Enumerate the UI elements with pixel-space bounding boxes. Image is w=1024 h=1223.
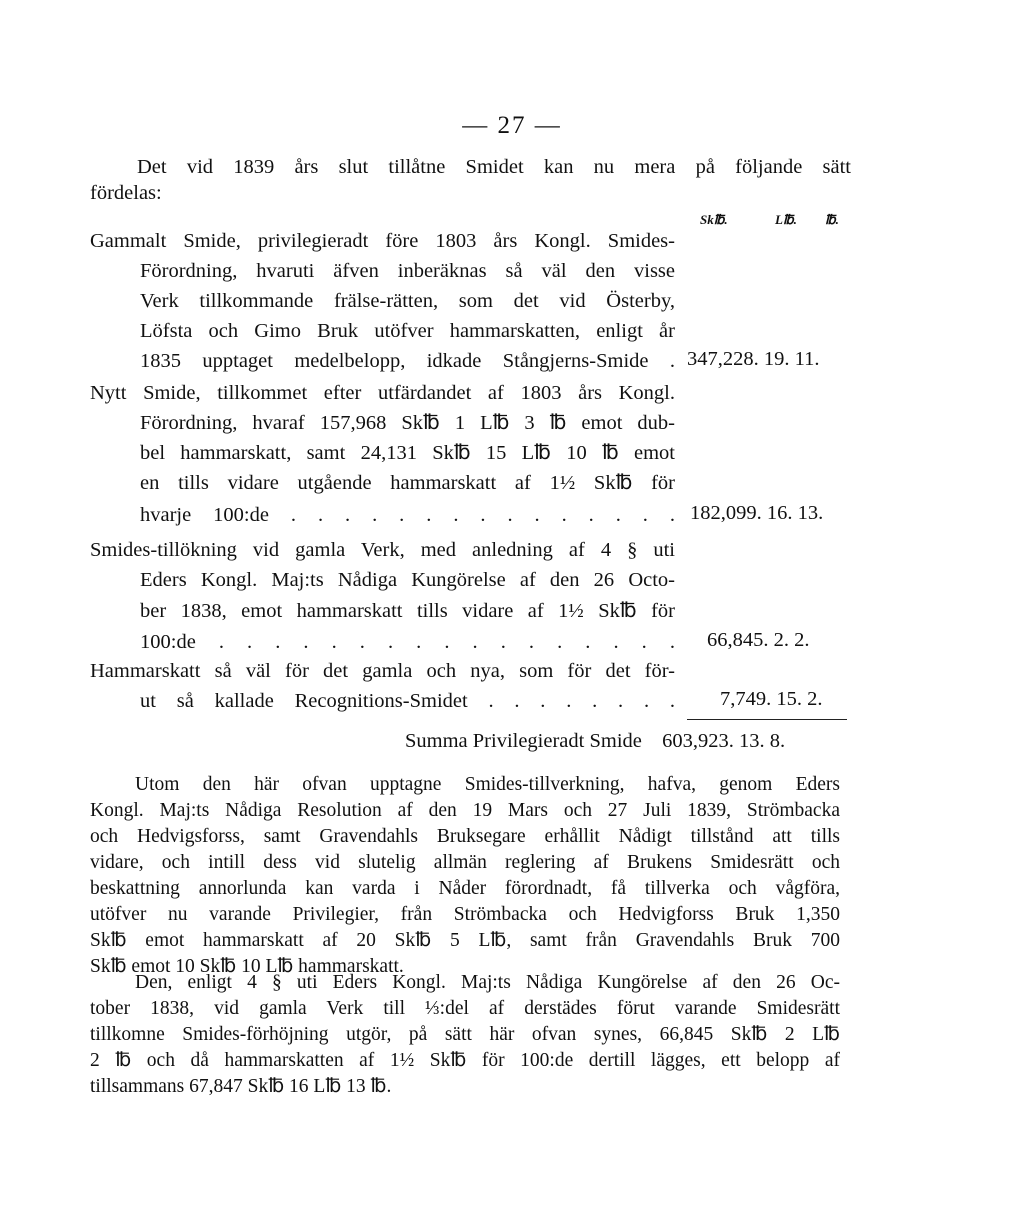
entry-line: 1835 upptaget medelbelopp, idkade Stångjerns-Smide . bbox=[140, 350, 675, 372]
entry-line: Eders Kongl. Maj:ts Nådiga Kungörelse af den 26 Octo- bbox=[140, 569, 675, 591]
paragraph-line: tillkomne Smides-förhöjning utgör, på sätt här ofvan synes, 66,845 Sk℔ 2 L℔ bbox=[90, 1024, 840, 1045]
column-header-marker: ℔. bbox=[825, 212, 839, 227]
paragraph-line: 2 ℔ och då hammarskatten af 1½ Sk℔ för 100:de dertill lägges, ett belopp af bbox=[90, 1050, 840, 1071]
page-number: — 27 — bbox=[462, 112, 562, 139]
summa-label: Summa Privilegieradt Smide bbox=[405, 730, 642, 752]
paragraph-line: tillsammans 67,847 Sk℔ 16 L℔ 13 ℔. bbox=[90, 1076, 392, 1097]
entry-line: bel hammarskatt, samt 24,131 Sk℔ 15 L℔ 10 ℔ emot bbox=[140, 442, 675, 464]
sum-rule bbox=[687, 719, 847, 720]
paragraph-line: vidare, och intill dess vid slutelig allmän reglering af Brukens Smidesrätt och bbox=[90, 852, 840, 873]
paragraph-den-enligt bbox=[90, 970, 840, 1100]
intro-line-1: Det vid 1839 års slut tillåtne Smidet kan nu mera på följande sätt bbox=[137, 156, 851, 178]
entry-line: Hammarskatt så väl för det gamla och nya, som för det för- bbox=[90, 660, 675, 682]
entry-amount: 347,228. 19. 11. bbox=[687, 348, 820, 370]
entry-line: hvarje 100:de . . . . . . . . . . . . . . . bbox=[140, 504, 675, 526]
intro-line-2: fördelas: bbox=[90, 182, 162, 204]
entry-line: ber 1838, emot hammarskatt tills vidare af 1½ Sk℔ för bbox=[140, 600, 675, 622]
column-header-lispund: L℔. bbox=[775, 212, 797, 227]
entry-line: Verk tillkommande frälse-rätten, som det vid Österby, bbox=[140, 290, 675, 312]
entry-amount: 66,845. 2. 2. bbox=[707, 629, 810, 651]
paragraph-line: Kongl. Maj:ts Nådiga Resolution af den 19 Mars och 27 Juli 1839, Strömbacka bbox=[90, 800, 840, 821]
paragraph-line: Sk℔ emot 10 Sk℔ 10 L℔ hammarskatt. bbox=[90, 956, 404, 977]
paragraph-line: beskattning annorlunda kan varda i Nåder förordnadt, få tillverka och vågföra, bbox=[90, 878, 840, 899]
paragraph-line: Sk℔ emot hammarskatt af 20 Sk℔ 5 L℔, samt från Gravendahls Bruk 700 bbox=[90, 930, 840, 951]
paragraph-line: och Hedvigsforss, samt Gravendahls Bruksegare erhållit Nådigt tillstånd att tills bbox=[90, 826, 840, 847]
entry-line: 100:de . . . . . . . . . . . . . . . . . bbox=[140, 631, 675, 653]
entry-line: Nytt Smide, tillkommet efter utfärdandet af 1803 års Kongl. bbox=[90, 382, 675, 404]
paragraph-line: Utom den här ofvan upptagne Smides-tillverkning, hafva, genom Eders bbox=[135, 774, 840, 795]
column-header-skeppund: Sk℔. bbox=[700, 212, 728, 227]
entry-amount: 7,749. 15. 2. bbox=[720, 688, 823, 710]
entry-line: Förordning, hvaruti äfven inberäknas så väl den visse bbox=[140, 260, 675, 282]
paragraph-utom bbox=[90, 772, 840, 980]
paragraph-line: utöfver nu varande Privilegier, från Strömbacka och Hedvigforss Bruk 1,350 bbox=[90, 904, 840, 925]
entry-line: Smides-tillökning vid gamla Verk, med anledning af 4 § uti bbox=[90, 539, 675, 561]
entry-line: en tills vidare utgående hammarskatt af 1½ Sk℔ för bbox=[140, 472, 675, 494]
summa-amount: 603,923. 13. 8. bbox=[662, 730, 786, 752]
paragraph-line: tober 1838, vid gamla Verk till ⅓:del af derstädes förut varande Smidesrätt bbox=[90, 998, 840, 1019]
entry-line: ut så kallade Recognitions-Smidet . . . . . . . . bbox=[140, 690, 675, 712]
summa-row bbox=[405, 730, 785, 753]
entry-amount: 182,099. 16. 13. bbox=[690, 502, 824, 524]
paragraph-line: Den, enligt 4 § uti Eders Kongl. Maj:ts Nådiga Kungörelse af den 26 Oc- bbox=[135, 972, 840, 993]
entry-line: Löfsta och Gimo Bruk utöfver hammarskatten, enligt år bbox=[140, 320, 675, 342]
entry-line: Gammalt Smide, privilegieradt före 1803 års Kongl. Smides- bbox=[90, 230, 675, 252]
entry-line: Förordning, hvaraf 157,968 Sk℔ 1 L℔ 3 ℔ emot dub- bbox=[140, 412, 675, 434]
